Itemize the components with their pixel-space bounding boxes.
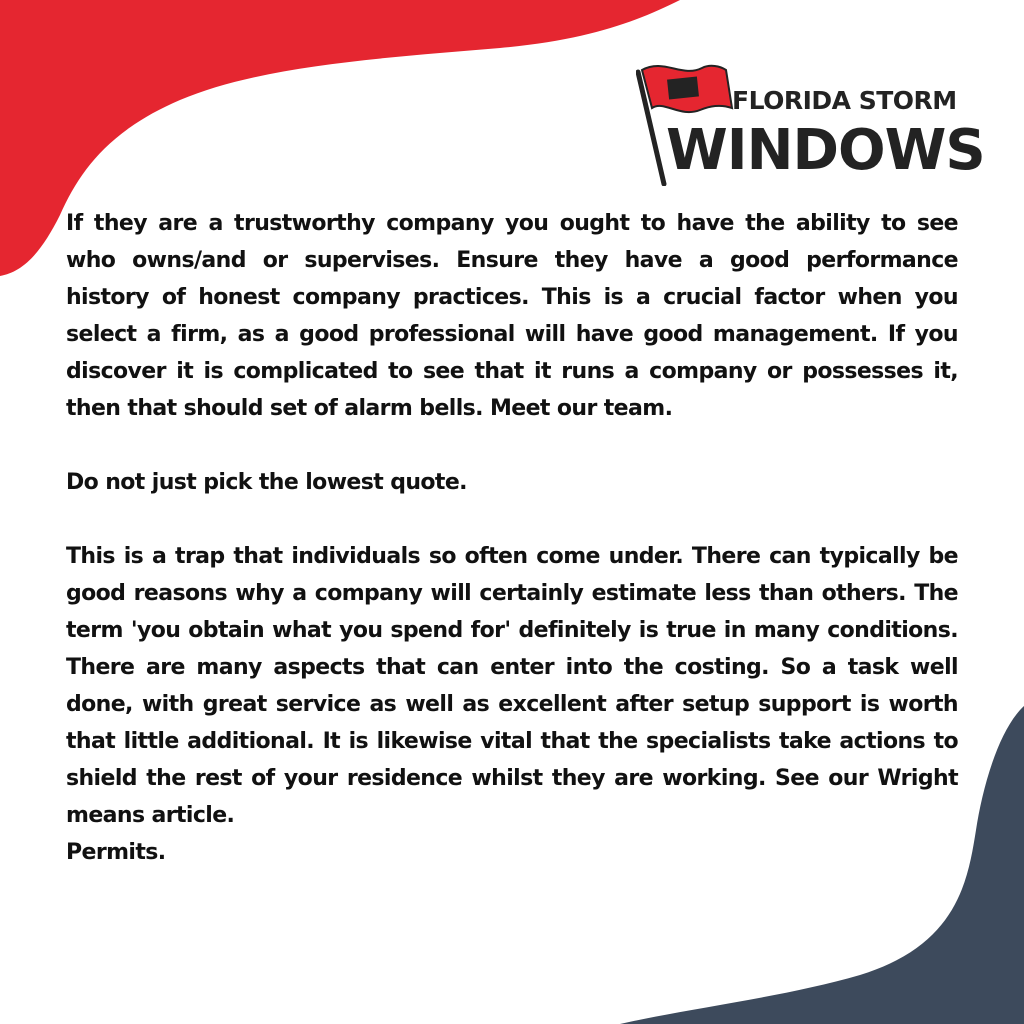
spacer: [66, 501, 958, 538]
brand-line-1: FLORIDA STORM: [732, 86, 957, 115]
subheading-permits: Permits.: [66, 840, 166, 865]
spacer: [66, 427, 958, 464]
paragraph-ownership: If they are a trustworthy company you ought to have the ability to see who owns/and or supervises. Ensure they have a good performance history of honest company practices. This is a crucial factor when you select a firm, as a good professional will have good management. If you discover it is complicated to see that it runs a company or possesses it, then that should set of alarm bells. Meet our team.: [66, 211, 958, 421]
brand-line-2: WINDOWS: [666, 118, 985, 183]
subheading-lowest-quote: Do not just pick the lowest quote.: [66, 470, 467, 495]
brand-logo: [636, 60, 985, 186]
paragraph-trap: This is a trap that individuals so often come under. There can typically be good reasons why a company will certainly estimate less than others. The term 'you obtain what you spend for' definitely is true in many conditions. There are many aspects that can enter into the costing. So a task well done, with great service as well as excellent after setup support is worth that little additional. It is likewise vital that the specialists take actions to shield the rest of your residence whilst they are working. See our Wright means article.: [66, 544, 958, 828]
article-body: [66, 205, 958, 871]
